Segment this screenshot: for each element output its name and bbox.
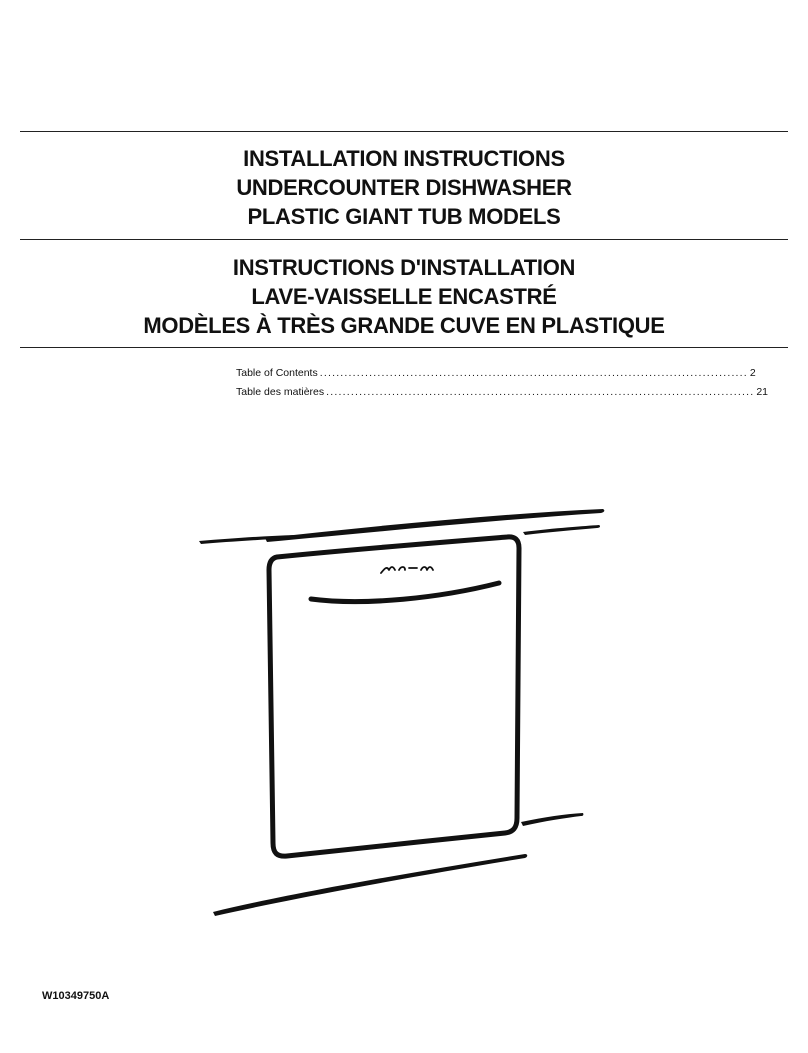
title-line-1: INSTALLATION INSTRUCTIONS	[243, 146, 565, 171]
part-number: W10349750A	[42, 990, 110, 1002]
toc-page-number: 2	[749, 367, 756, 379]
toc-label: Table of Contents	[236, 367, 318, 379]
english-title-block	[0, 144, 808, 231]
top-rule	[20, 131, 788, 132]
table-of-contents	[236, 367, 769, 405]
french-title-line-1: INSTRUCTIONS D'INSTALLATION	[232, 255, 576, 280]
toc-page-number: 21	[756, 386, 769, 398]
french-title-line-2: LAVE-VAISSELLE ENCASTRÉ	[251, 284, 557, 309]
dishwasher-illustration	[195, 500, 625, 920]
brand-logo-script	[381, 567, 433, 573]
floor-line	[213, 854, 527, 916]
toc-label: Table des matières	[236, 386, 325, 398]
title-line-2: UNDERCOUNTER DISHWASHER	[236, 175, 572, 200]
bottom-rule	[20, 347, 788, 348]
title-line-3: PLASTIC GIANT TUB MODELS	[247, 204, 561, 229]
door-handle	[311, 583, 499, 602]
middle-rule	[20, 239, 788, 240]
toc-entry-french[interactable]	[236, 386, 769, 405]
toc-entry-english[interactable]	[236, 367, 756, 386]
countertop-line-upper	[265, 509, 604, 542]
french-title-block	[0, 253, 808, 340]
toc-leader-dots: ........................................................................................................	[319, 367, 748, 379]
toc-leader-dots: ........................................................................................................	[326, 386, 755, 398]
kickplate-dash	[521, 813, 583, 826]
french-title-line-3: MODÈLES À TRÈS GRANDE CUVE EN PLASTIQUE	[143, 313, 665, 338]
countertop-line-right	[523, 525, 600, 535]
